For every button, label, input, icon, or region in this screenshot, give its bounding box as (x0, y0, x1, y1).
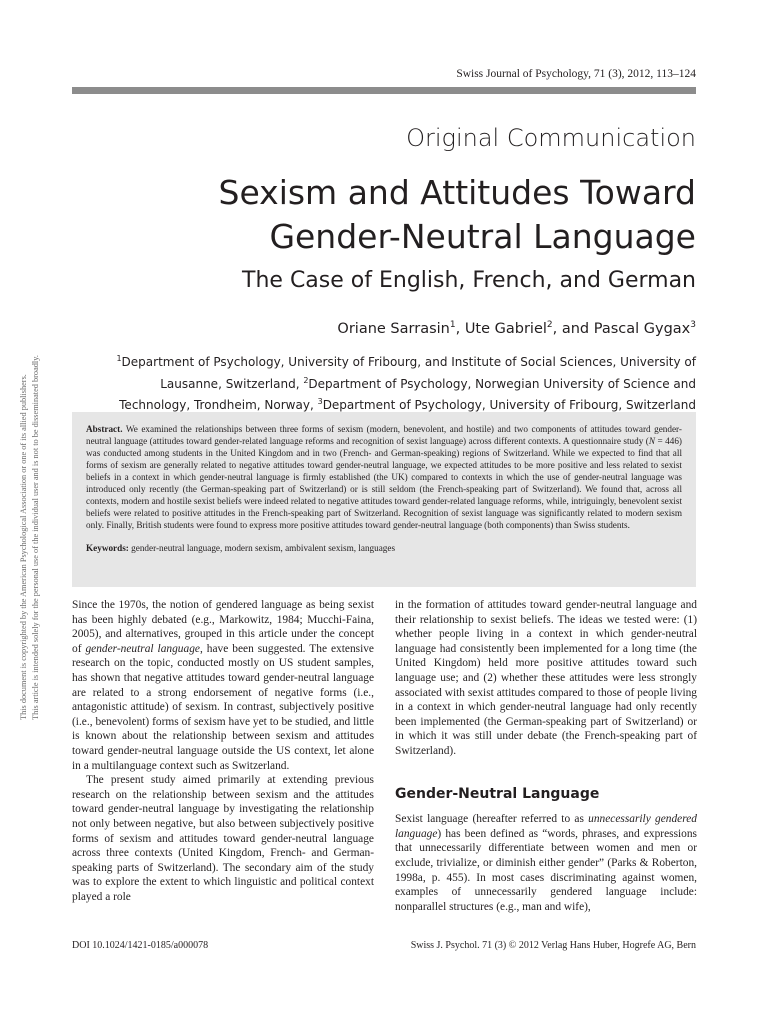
abstract-body-part: = 446) was conducted among students in the United Kingdom and in two (French- and German-speaking) regions of Switzerland. While we expected to find that all forms of sexism are generally related to negative attitudes toward gender-neutral language, we expected attitudes to be more positive and less related to sexist beliefs in a context in which gender-neutral language is firmly established (the UK) compared to contexts in which the use of gender-neutral language was introduced only recently (the German-speaking part of Switzerland) or is still seldom (the French-speaking part of Switzerland). We found that, across all contexts, modern and hostile sexist beliefs were indeed related to negative attitudes toward gender-related language reforms, while, intriguingly, benevolent sexist beliefs were related to positive attitudes in the French-speaking part of Switzerland. Recognition of sexist language was significantly related to modern sexism only. Finally, British students were found to express more positive attitudes toward gender-neutral language (both components) than Swiss students. (86, 436, 682, 530)
doi: DOI 10.1024/1421-0185/a000078 (72, 940, 209, 951)
side-note-text (18, 300, 42, 720)
abstract-text (86, 423, 682, 531)
paragraph-text: Sexist language (hereafter referred to as (395, 813, 589, 826)
abstract-label: Abstract. (86, 424, 123, 434)
keywords-list: gender-neutral language, modern sexism, ambivalent sexism, languages (128, 543, 396, 553)
paragraph (395, 812, 697, 914)
body-column-left (72, 598, 374, 904)
author-separator: , (455, 320, 465, 337)
author-name: Pascal Gygax (593, 320, 691, 337)
abstract-n-symbol: N (648, 436, 656, 446)
paragraph: in the formation of attitudes toward gender-neutral language and their relationship to sexist beliefs. The ideas we tested were: (1) whether people living in a context in which gender-neutral language had consistently been implemented for a long time (the United Kingdom) held more positive attitudes toward such language use; and (2) whether these attitudes were less strongly associated with sexist attitudes compared to those of people living in a context in which gender-neutral language had only recently been implemented (the German-speaking part of Switzerland) or in which it was still under debate (the French-speaking part of Switzerland). (395, 599, 697, 757)
header-rule (72, 87, 696, 94)
section-label: Original Communication (406, 124, 696, 152)
affiliation-text: Department of Psychology, University of Fribourg, Switzerland (322, 398, 696, 412)
affiliation-text: Department of Psychology, Norwegian University of Science and Technology, Trondheim, Norway, (119, 376, 696, 412)
author-affiliation-marker: 3 (690, 320, 696, 330)
abstract-box (72, 412, 696, 587)
affiliation-marker: 1 (116, 354, 122, 363)
affiliations (96, 350, 696, 415)
footer-citation: Swiss J. Psychol. 71 (3) © 2012 Verlag Hans Huber, Hogrefe AG, Bern (410, 940, 696, 951)
side-note-line: This article is intended solely for the personal use of the individual user and is not to be disseminated broadly. (31, 355, 40, 720)
copyright-side-note (4, 300, 40, 740)
article-subtitle: The Case of English, French, and German (242, 268, 696, 293)
emphasized-term: gender-neutral language (85, 642, 200, 655)
keywords-label: Keywords: (86, 543, 129, 553)
paragraph-text: , have been suggested. The extensive research on the topic, conducted mostly on US student samples, has shown that negative attitudes toward gender-neutral language are related to a strong endorsement of negative forms (i.e., antagonistic attitude) of sexism. In contrast, subjectively positive (i.e., benevolent) forms of sexism have yet to be studied, and little is known about the relationship between sexism and attitudes toward gender-neutral language outside the US context, let alone in a multilanguage context such as Switzerland. (72, 642, 374, 772)
paragraph-text: Since the 1970s, the notion of gendered language as being sexist has been highly debated (e.g., Markowitz, 1984; Mucchi-Faina, 2005), and alternatives, grouped in this article under the concept of (72, 599, 374, 655)
paragraph (72, 598, 374, 773)
author-list (337, 320, 696, 337)
affiliation-text: Department of Psychology, University of Fribourg, and Institute of Social Sciences, University of Lausanne, Switzerland, (121, 355, 696, 391)
side-note-line: This document is copyrighted by the American Psychological Association or one of its allied publishers. (19, 374, 28, 720)
abstract-body-part: We examined the relationships between three forms of sexism (modern, benevolent, and hostile) and two components of attitudes toward gender-neutral language (attitudes toward gender-related language reforms and recognition of sexist language) across different contexts. A questionnaire study ( (86, 424, 682, 446)
author-affiliation-marker: 1 (449, 320, 456, 330)
section-heading: Gender-Neutral Language (395, 785, 600, 802)
author-affiliation-marker: 2 (546, 320, 553, 330)
journal-reference: Swiss Journal of Psychology, 71 (3), 2012, 113–124 (456, 68, 696, 80)
keywords (86, 542, 682, 554)
body-column-right (395, 598, 697, 914)
paragraph: The present study aimed primarily at extending previous research on the relationship between sexism and the attitudes toward gender-neutral language by investigating the relationship not only between negative, but also between subjectively positive forms of sexism and attitudes toward gender-neutral language across three contexts (United Kingdom, French- and German-speaking parts of Switzerland). The secondary aim of the study was to explore the extent to which linguistic and political context played a role (72, 774, 374, 903)
author-separator: , and (552, 320, 594, 337)
article-title: Sexism and Attitudes Toward Gender-Neutral Language (218, 173, 696, 256)
emphasized-term: unnecessarily gendered language (395, 813, 697, 840)
author-name: Ute Gabriel (464, 320, 547, 337)
affiliation-marker: 2 (303, 375, 309, 385)
author-name: Oriane Sarrasin (337, 320, 450, 337)
affiliation-marker: 3 (317, 397, 323, 406)
paragraph-text: ) has been defined as “words, phrases, and expressions that unnecessarily differentiate between women and men or exclude, trivialize, or diminish either gender” (Parks & Roberton, 1998a, p. 455). In most cases discriminating against women, examples of unnecessarily gendered language include: nonparallel structures (e.g., man and wife), (395, 827, 697, 913)
